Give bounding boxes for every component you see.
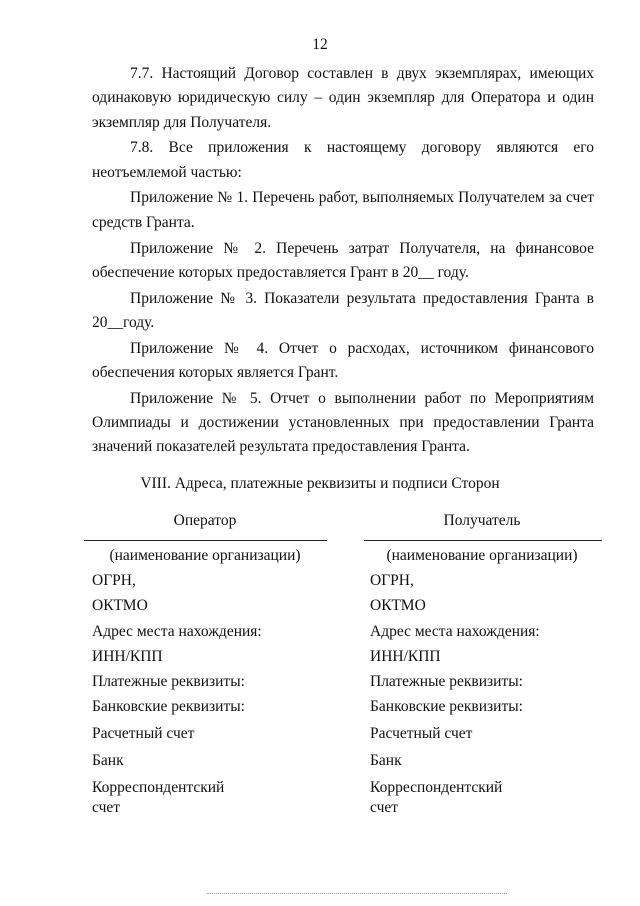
operator-title: Оператор xyxy=(173,512,237,529)
recipient-org-line xyxy=(364,540,602,541)
operator-org-caption: (наименование организации) xyxy=(109,547,301,564)
operator-bank: Банк xyxy=(92,752,124,769)
operator-payment: Платежные реквизиты: xyxy=(92,673,245,690)
recipient-column xyxy=(362,512,602,565)
clause-7-7: 7.7. Настоящий Договор составлен в двух экземплярах, имеющих одинаковую юридическую силу – один экземпляр для Оператора и один экземпляр для Получателя. xyxy=(92,65,594,131)
operator-org-line xyxy=(84,540,327,541)
operator-bank-details: Банковские реквизиты: xyxy=(92,698,245,715)
recipient-address: Адрес места нахождения: xyxy=(370,623,540,640)
recipient-payment: Платежные реквизиты: xyxy=(370,673,523,690)
section-title: VIII. Адреса, платежные реквизиты и подписи Сторон xyxy=(140,475,500,492)
appendix-3: Приложение № 3. Показатели результата предоставления Гранта в 20__году. xyxy=(92,289,594,331)
scan-edge-artifact xyxy=(207,893,507,906)
operator-ogrn: ОГРН, xyxy=(92,572,136,589)
recipient-bank: Банк xyxy=(370,752,402,769)
recipient-corr-line2: счет xyxy=(370,799,399,816)
operator-address: Адрес места нахождения: xyxy=(92,623,262,640)
operator-corr-line2: счет xyxy=(92,799,121,816)
appendix-4: Приложение № 4. Отчет о расходах, источником финансового обеспечения которых является Грант. xyxy=(92,339,594,382)
operator-column xyxy=(85,512,325,565)
recipient-inn-kpp: ИНН/КПП xyxy=(370,648,441,665)
recipient-oktmo: ОКТМО xyxy=(370,597,426,614)
clause-7-8: 7.8. Все приложения к настоящему договору являются его неотъемлемой частью: xyxy=(92,139,594,181)
recipient-title: Получатель xyxy=(443,512,521,529)
appendix-2: Приложение № 2. Перечень затрат Получателя, на финансовое обеспечение которых предоставляется Грант в 20__ году. xyxy=(92,239,594,281)
operator-account: Расчетный счет xyxy=(92,725,195,742)
recipient-corr-line1: Корреспондентский xyxy=(370,779,503,796)
operator-corr-line1: Корреспондентский xyxy=(92,779,225,796)
recipient-bank-details: Банковские реквизиты: xyxy=(370,698,523,715)
document-body xyxy=(92,62,594,461)
recipient-ogrn: ОГРН, xyxy=(370,572,414,589)
appendix-1: Приложение № 1. Перечень работ, выполняемых Получателем за счет средств Гранта. xyxy=(92,189,594,231)
recipient-account: Расчетный счет xyxy=(370,725,473,742)
operator-inn-kpp: ИНН/КПП xyxy=(92,648,163,665)
recipient-org-caption: (наименование организации) xyxy=(386,547,578,564)
page-number: 12 xyxy=(312,36,328,53)
operator-oktmo: ОКТМО xyxy=(92,597,148,614)
appendix-5: Приложение № 5. Отчет о выполнении работ по Мероприятиям Олимпиады и достижении установленных при предоставлении Гранта значений показателей результата предоставления Гранта. xyxy=(92,389,594,456)
